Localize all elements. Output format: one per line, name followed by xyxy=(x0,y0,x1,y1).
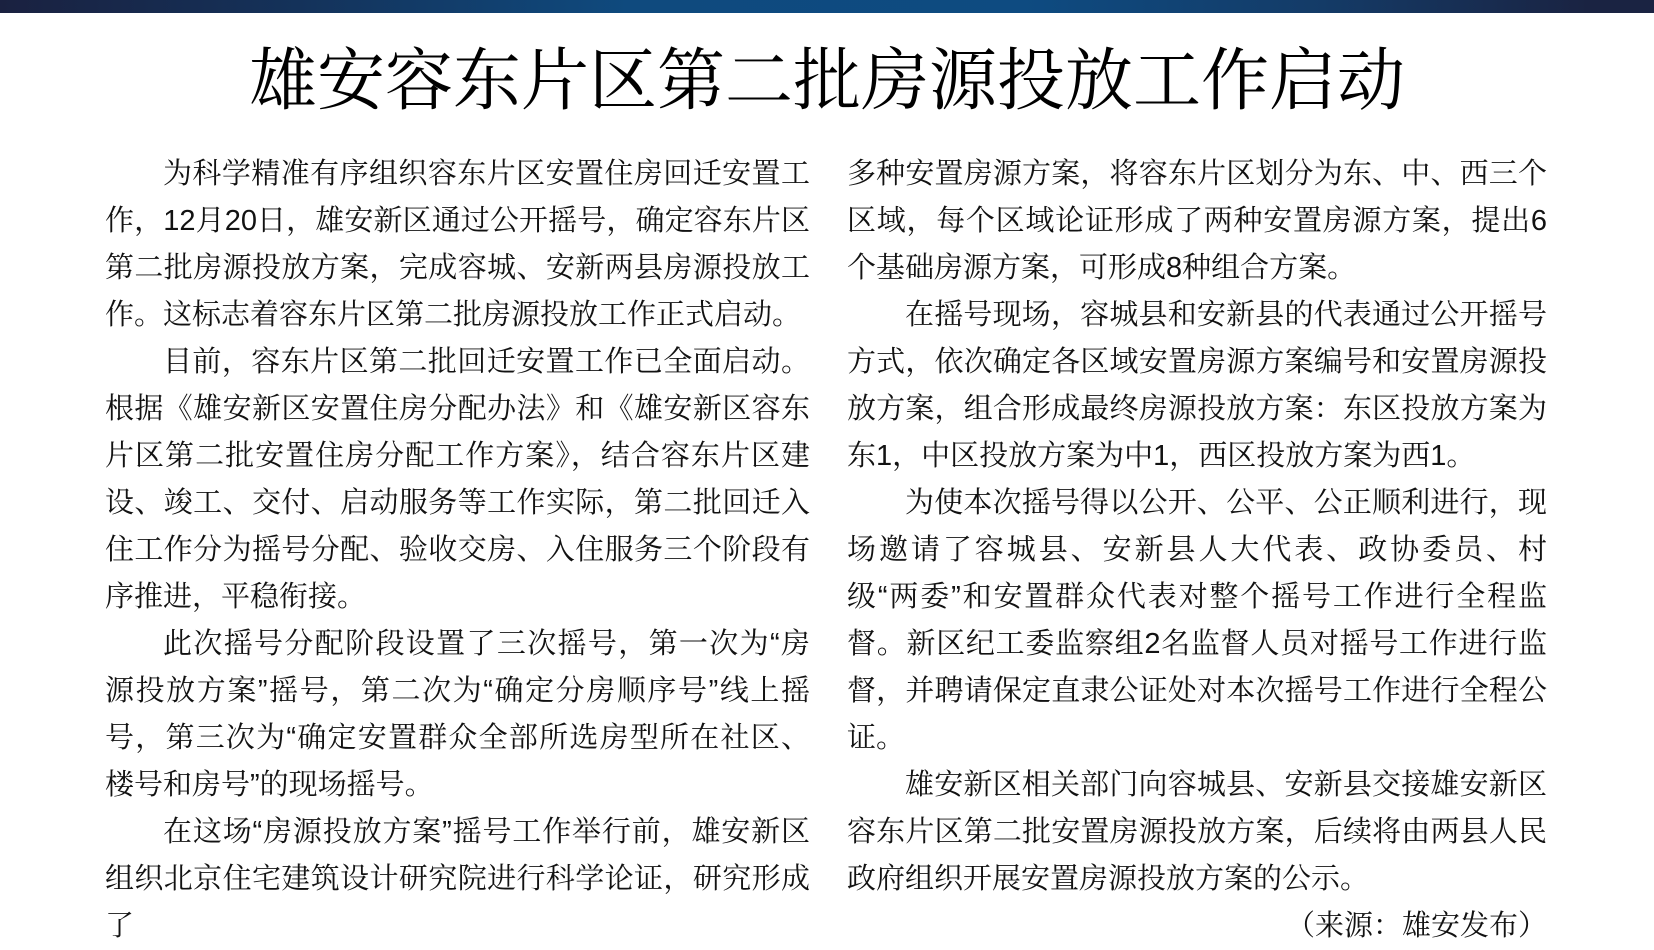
article-body xyxy=(105,151,1547,950)
top-banner xyxy=(0,0,1654,13)
article-column-right xyxy=(847,151,1547,950)
source-attribution: （来源：雄安发布） xyxy=(1285,910,1547,942)
article-paragraph: 为科学精准有序组织容东片区安置住房回迁安置工作，12月20日，雄安新区通过公开摇号，确定容东片区第二批房源投放方案，完成容城、安新两县房源投放工作。这标志着容东片区第二批房源投放工作正式启动。 xyxy=(105,158,810,331)
article-paragraph: 雄安新区相关部门向容城县、安新县交接雄安新区容东片区第二批安置房源投放方案，后续将由两县人民政府组织开展安置房源投放方案的公示。 xyxy=(847,769,1547,895)
article-column-left xyxy=(105,151,810,950)
article-paragraph: 为使本次摇号得以公开、公平、公正顺利进行，现场邀请了容城县、安新县人大代表、政协委员、村级“两委”和安置群众代表对整个摇号工作进行全程监督。新区纪工委监察组2名监督人员对摇号工作进行监督，并聘请保定直隶公证处对本次摇号工作进行全程公证。 xyxy=(847,487,1547,754)
article-paragraph: 此次摇号分配阶段设置了三次摇号，第一次为“房源投放方案”摇号，第二次为“确定分房顺序号”线上摇号，第三次为“确定安置群众全部所选房型所在社区、楼号和房号”的现场摇号。 xyxy=(105,628,810,801)
article-paragraph: 目前，容东片区第二批回迁安置工作已全面启动。根据《雄安新区安置住房分配办法》和《雄安新区容东片区第二批安置住房分配工作方案》，结合容东片区建设、竣工、交付、启动服务等工作实际，第二批回迁入住工作分为摇号分配、验收交房、入住服务三个阶段有序推进，平稳衔接。 xyxy=(105,346,810,613)
article-paragraph: 在这场“房源投放方案”摇号工作举行前，雄安新区组织北京住宅建筑设计研究院进行科学论证，研究形成了 xyxy=(105,816,810,942)
article-paragraph: 在摇号现场，容城县和安新县的代表通过公开摇号方式，依次确定各区域安置房源方案编号和安置房源投放方案，组合形成最终房源投放方案：东区投放方案为东1，中区投放方案为中1，西区投放方案为西1。 xyxy=(847,299,1547,472)
page-title: 雄安容东片区第二批房源投放工作启动 xyxy=(248,43,1405,119)
article-paragraph: 多种安置房源方案，将容东片区划分为东、中、西三个区域，每个区域论证形成了两种安置房源方案，提出6个基础房源方案，可形成8种组合方案。 xyxy=(847,158,1547,284)
